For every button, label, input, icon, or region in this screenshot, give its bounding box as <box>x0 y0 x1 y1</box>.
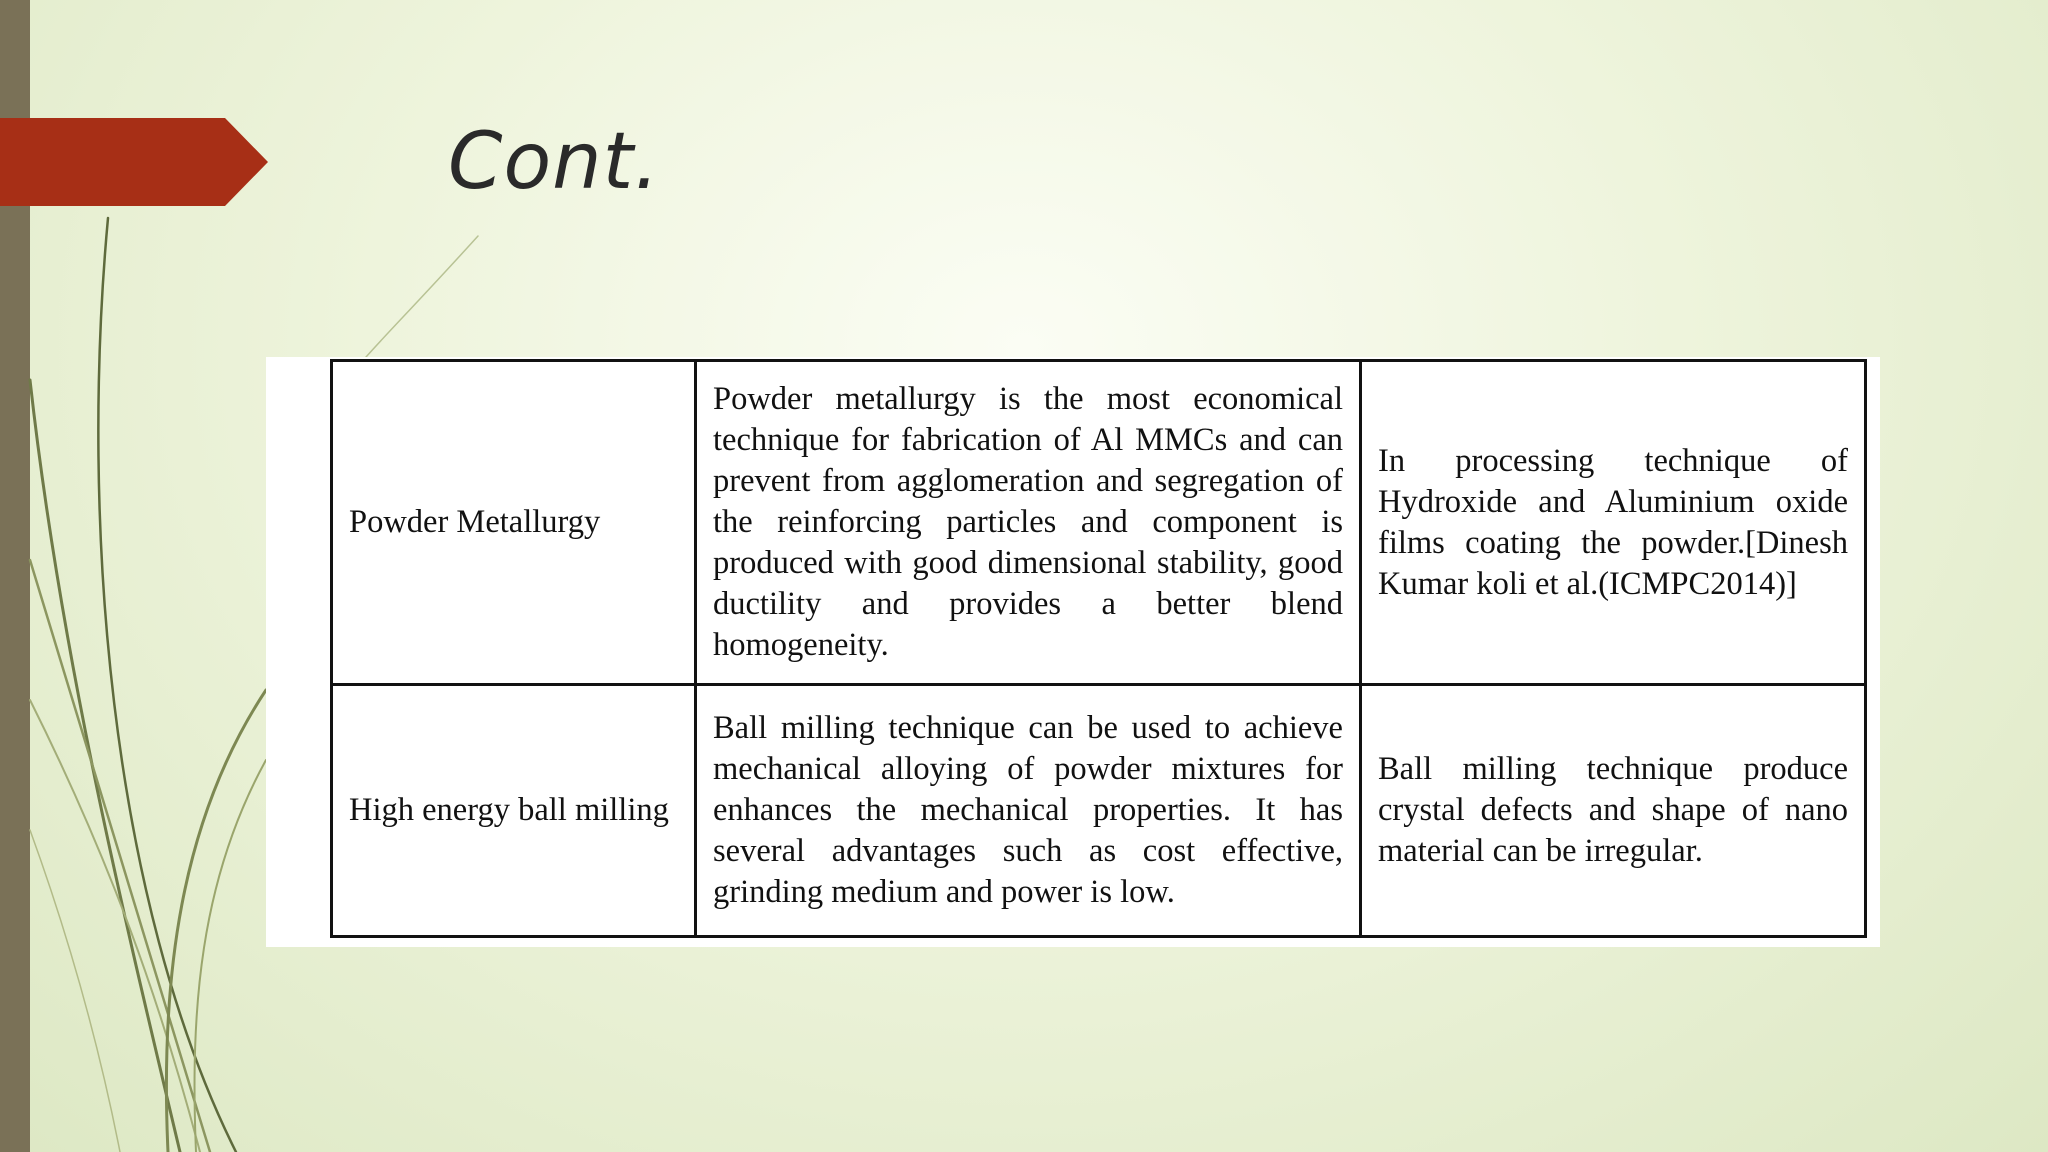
advantages-cell: Ball milling technique can be used to achieve mechanical alloying of powder mixtures for enhances the mechanical properties. It has several advantages such as cost effective, grinding medium and power is low. <box>696 685 1361 937</box>
method-cell: High energy ball milling <box>332 685 696 937</box>
method-cell: Powder Metallurgy <box>332 361 696 685</box>
table-row <box>332 685 1866 937</box>
notes-cell: In processing technique of Hydroxide and Aluminium oxide films coating the powder.[Dinesh Kumar koli et al.(ICMPC2014)] <box>1361 361 1866 685</box>
table-row <box>332 361 1866 685</box>
arrow-banner <box>0 118 270 206</box>
advantages-cell: Powder metallurgy is the most economical technique for fabrication of Al MMCs and can prevent from agglomeration and segregation of the reinforcing particles and component is produced with good dimensional stability, good ductility and provides a better blend homogeneity. <box>696 361 1361 685</box>
table-image <box>266 357 1880 947</box>
notes-cell: Ball milling technique produce crystal defects and shape of nano material can be irregular. <box>1361 685 1866 937</box>
comparison-table <box>330 359 1867 938</box>
slide-title: Cont. <box>448 117 660 207</box>
